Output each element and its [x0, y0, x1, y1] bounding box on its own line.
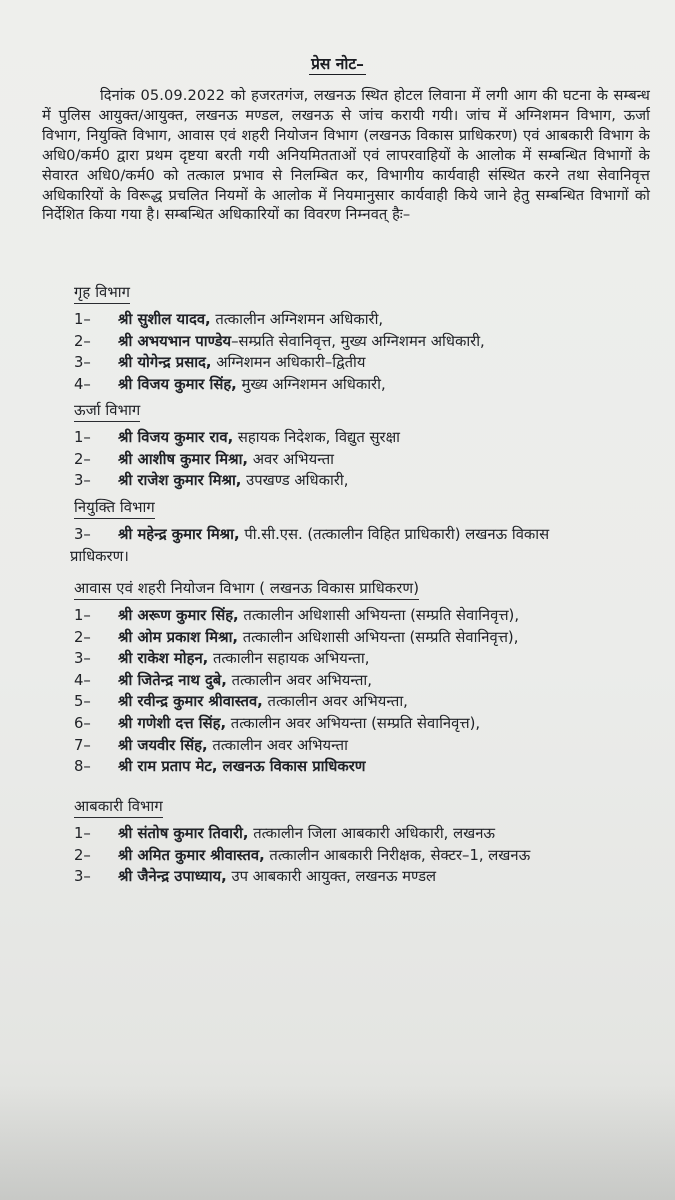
entry-text [118, 352, 664, 374]
official-designation: तत्कालीन जिला आबकारी अधिकारी, लखनऊ [248, 825, 496, 842]
official-entry [74, 627, 664, 649]
official-name: श्री जैनेन्द्र उपाध्याय, [118, 868, 227, 886]
entry-text [118, 449, 664, 471]
official-entry [74, 648, 664, 670]
official-entry [74, 427, 664, 449]
section-energy-department [74, 400, 664, 492]
section-excise-department [74, 796, 664, 888]
official-entry [74, 845, 664, 867]
official-name: श्री राकेश मोहन, [118, 650, 209, 668]
official-designation: अवर अभियन्ता [248, 450, 334, 468]
entry-text [118, 713, 664, 735]
official-designation: उप आबकारी आयुक्त, लखनऊ मण्डल [226, 868, 437, 886]
official-entry [74, 331, 664, 353]
entry-number: 3– [74, 354, 91, 372]
official-name: श्री संतोष कुमार तिवारी, [118, 825, 249, 842]
entry-number: 3– [74, 868, 91, 886]
official-name: श्री रवीन्द्र कुमार श्रीवास्तव, [118, 693, 263, 711]
official-designation: तत्कालीन अधिशासी अभियन्ता (सम्प्रति सेवानिवृत्त), [238, 628, 519, 646]
official-entry [74, 713, 664, 735]
entry-text [118, 845, 664, 867]
official-entry [74, 756, 664, 778]
official-name: श्री विजय कुमार राव, [118, 429, 234, 446]
page-title-text: प्रेस नोट– [311, 55, 364, 73]
official-name: श्री विजय कुमार सिंह, [118, 375, 237, 393]
official-name: श्री जयवीर सिंह, [118, 736, 208, 754]
entry-number: 1– [74, 607, 91, 624]
section-housing-urban-planning-department [74, 578, 664, 778]
entry-number: 2– [74, 628, 91, 646]
official-name: श्री अभयभान पाण्डेय [118, 332, 232, 350]
official-entry [74, 449, 664, 471]
entry-text [118, 470, 664, 492]
entry-text [118, 427, 664, 449]
section-heading: गृह विभाग [74, 282, 130, 304]
official-name: श्री अमित कुमार श्रीवास्तव, [118, 846, 265, 864]
official-entry [74, 866, 664, 888]
official-name: श्री ओम प्रकाश मिश्रा, [118, 628, 239, 646]
section-home-department [74, 282, 664, 395]
official-designation: तत्कालीन आबकारी निरीक्षक, सेक्टर–1, लखनऊ [264, 846, 531, 864]
official-designation: –सम्प्रति सेवानिवृत्त, मुख्य अग्निशमन अधिकारी, [231, 332, 485, 350]
official-designation-continued: प्राधिकरण। [70, 547, 129, 565]
entry-text [118, 309, 664, 331]
official-name: श्री राम प्रताप मेट, लखनऊ विकास प्राधिकरण [118, 758, 366, 776]
official-designation: तत्कालीन सहायक अभियन्ता, [208, 650, 370, 668]
official-name: श्री जितेन्द्र नाथ दुबे, [118, 671, 227, 689]
entry-number: 2– [74, 450, 91, 468]
official-name: श्री आशीष कुमार मिश्रा, [118, 450, 249, 468]
entry-number: 5– [74, 693, 91, 711]
official-name: श्री योगेन्द्र प्रसाद, [118, 354, 212, 372]
entry-number: 4– [74, 375, 91, 393]
official-designation: मुख्य अग्निशमन अधिकारी, [236, 375, 386, 393]
official-entry [74, 735, 664, 757]
section-heading: नियुक्ति विभाग [74, 497, 155, 519]
entry-number: 3– [74, 526, 91, 543]
official-entry [74, 309, 664, 331]
official-entry [74, 352, 664, 374]
official-designation: उपखण्ड अधिकारी, [241, 472, 349, 490]
official-entry [74, 470, 664, 492]
official-entry [74, 691, 664, 713]
entry-text [118, 823, 664, 845]
entry-text [118, 524, 664, 546]
official-name: श्री अरूण कुमार सिंह, [118, 607, 239, 624]
entry-number: 3– [74, 472, 91, 490]
entry-number: 1– [74, 311, 91, 328]
section-heading: आबकारी विभाग [74, 796, 163, 818]
official-designation: पी.सी.एस. (तत्कालीन विहित प्राधिकारी) लखनऊ विकास [239, 526, 550, 543]
official-designation: अग्निशमन अधिकारी–द्वितीय [211, 354, 366, 372]
entry-text [118, 331, 664, 353]
entry-number: 7– [74, 736, 91, 754]
entry-text [118, 374, 664, 396]
entry-text [118, 605, 664, 627]
entry-number: 1– [74, 825, 91, 842]
entry-text [118, 627, 664, 649]
section-appointment-department [70, 497, 664, 567]
entry-number: 3– [74, 650, 91, 668]
entry-text [118, 670, 664, 692]
entry-number: 4– [74, 671, 91, 689]
intro-paragraph: दिनांक 05.09.2022 को हजरतगंज, लखनऊ स्थित होटल लिवाना में लगी आग की घटना के सम्बन्ध में पुलिस आयुक्त/आयुक्त, लखनऊ मण्डल, लखनऊ से जांच करायी गयी। जांच में अग्निशमन विभाग, ऊर्जा विभाग, नियुक्ति विभाग, आवास एवं शहरी नियोजन विभाग (लखनऊ विकास प्राधिकरण) एवं आबकारी विभाग के अधि0/कर्म0 द्वारा प्रथम दृष्टया बरती गयी अनियमितताओं एवं लापरवाहियों के आलोक में सम्बन्धित विभागों के सेवारत अधि0/कर्म0 को तत्काल प्रभाव से निलम्बित कर, विभागीय कार्यवाही संस्थित करने तथा सेवानिवृत्त अधिकारियों के विरूद्ध प्रचलित नियमों के आलोक में नियमानुसार कार्यवाही किये जाने हेतु सम्बन्धित विभागों को निर्देशित किया गया है। सम्बन्धित अधिकारियों का विवरण निम्नवत् हैः– [42, 87, 650, 224]
official-entry [74, 670, 664, 692]
entry-number: 8– [74, 758, 91, 776]
official-designation: तत्कालीन अवर अभियन्ता [207, 736, 348, 754]
official-designation: तत्कालीन अग्निशमन अधिकारी, [210, 311, 384, 328]
official-designation: तत्कालीन अवर अभियन्ता (सम्प्रति सेवानिवृत्त), [226, 714, 481, 732]
official-designation: तत्कालीन अवर अभियन्ता, [262, 693, 408, 711]
entry-text [118, 691, 664, 713]
entry-number: 2– [74, 846, 91, 864]
official-entry [74, 823, 664, 845]
official-designation: तत्कालीन अवर अभियन्ता, [226, 671, 372, 689]
official-entry [74, 374, 664, 396]
entry-text [118, 756, 664, 778]
official-entry [74, 524, 664, 546]
official-designation: सहायक निदेशक, विद्युत सुरक्षा [233, 429, 401, 446]
official-designation: तत्कालीन अधिशासी अभियन्ता (सम्प्रति सेवानिवृत्त), [238, 607, 520, 624]
official-name: श्री गणेशी दत्त सिंह, [118, 714, 227, 732]
section-heading: ऊर्जा विभाग [74, 400, 140, 422]
official-name: श्री राजेश कुमार मिश्रा, [118, 472, 242, 490]
official-name: श्री सुशील यादव, [118, 311, 211, 328]
section-heading: आवास एवं शहरी नियोजन विभाग ( लखनऊ विकास प्राधिकरण) [74, 578, 419, 600]
entry-number: 6– [74, 714, 91, 732]
official-entry [74, 605, 664, 627]
page-title [0, 52, 675, 74]
entry-number: 1– [74, 429, 91, 446]
entry-text [118, 866, 664, 888]
entry-number: 2– [74, 332, 91, 350]
entry-text [118, 648, 664, 670]
entry-text [118, 735, 664, 757]
official-name: श्री महेन्द्र कुमार मिश्रा, [118, 526, 240, 543]
